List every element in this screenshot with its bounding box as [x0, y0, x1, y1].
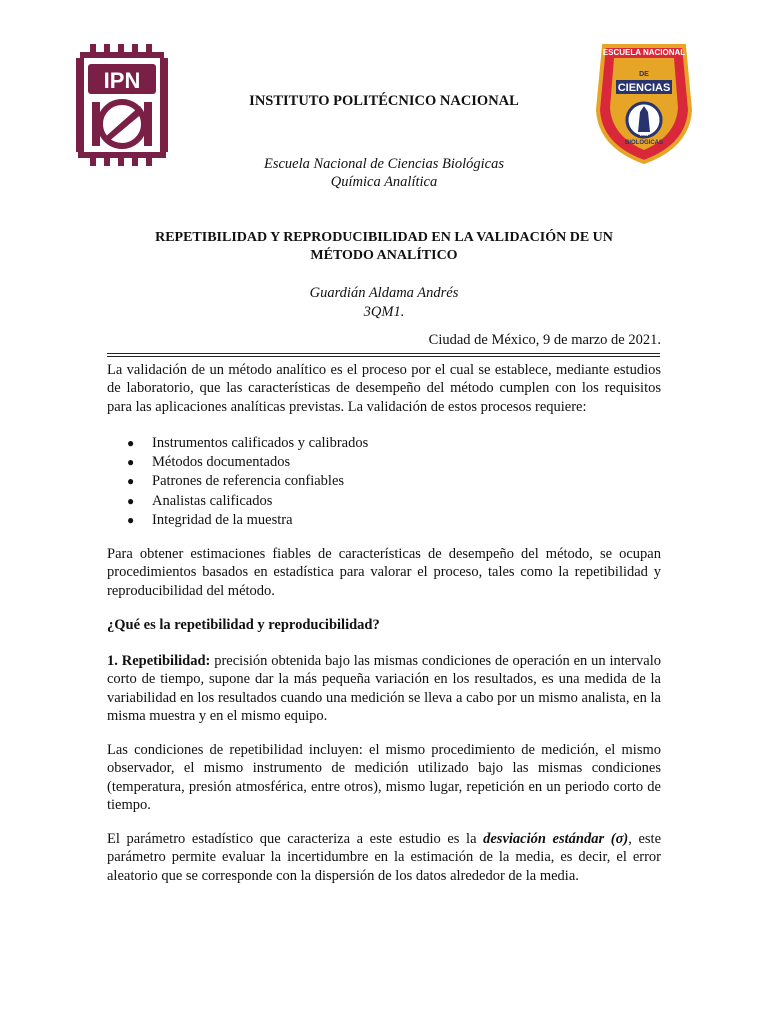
- school-name: Escuela Nacional de Ciencias Biológicas: [263, 156, 504, 172]
- document-title: [107, 229, 661, 265]
- bullet-icon: ●: [127, 512, 135, 527]
- repeatability-text: precisión obtenida bajo las mismas condiciones de operación en un intervalo corto de tiempo, supone dar la más pequeña variación en los resultados, es una medida de la variabilidad en los resultados cuando una medición se lleva a cabo por un mismo analista, en la misma muestra y en el mismo equipo.: [107, 653, 661, 725]
- std-deviation-term: desviación estándar (σ): [483, 831, 629, 847]
- subject-name: Química Analítica: [330, 174, 438, 190]
- encb-logo-biologicas-text: BIOLOGICAS: [624, 140, 664, 146]
- title-line-1: REPETIBILIDAD Y REPRODUCIBILIDAD EN LA VALIDACIÓN DE UN: [155, 230, 613, 245]
- repeatability-label: 1. Repetibilidad:: [107, 653, 211, 669]
- encb-logo-top-text: ESCUELA NACIONAL: [602, 48, 686, 57]
- conditions-paragraph: Las condiciones de repetibilidad incluyen: el mismo procedimiento de medición, el mismo observador, el mismo instrumento de medición utilizado bajo las mismas condiciones (temperatura, presión atmosférica, entre otros), mismo lugar, repetición en un periodo corto de tiempo.: [107, 742, 661, 814]
- encb-logo-de-text: DE: [639, 71, 649, 78]
- bullet-icon: ●: [127, 436, 135, 450]
- bullet-icon: ●: [127, 474, 135, 489]
- list-item: ● Analistas calificados: [127, 492, 647, 511]
- list-item: ● Instrumentos calificados y calibrados: [127, 434, 647, 453]
- school-block: [107, 155, 661, 191]
- header-divider-top: [107, 353, 660, 354]
- author-block: [107, 284, 661, 322]
- encb-logo-ipn-text: IPN: [639, 132, 649, 138]
- title-line-2: MÉTODO ANALÍTICO: [310, 248, 458, 263]
- ipn-logo-text: IPN: [103, 68, 141, 93]
- institution-name: INSTITUTO POLITÉCNICO NACIONAL: [249, 93, 519, 109]
- list-item: ● Patrones de referencia confiables: [127, 472, 647, 491]
- parameter-text-before: El parámetro estadístico que caracteriza a este estudio es la: [107, 831, 484, 847]
- encb-logo-ciencias-text: CIENCIAS: [617, 82, 671, 94]
- group-code: 3QM1.: [363, 304, 405, 320]
- requirements-list: [127, 434, 647, 530]
- document-date: Ciudad de México, 9 de marzo de 2021.: [428, 332, 661, 348]
- repeatability-paragraph: [107, 652, 661, 726]
- section-question-heading: ¿Qué es la repetibilidad y reproducibilidad?: [107, 617, 380, 633]
- bullet-icon: ●: [127, 455, 135, 470]
- parameter-paragraph: [107, 830, 661, 885]
- bullet-icon: ●: [127, 493, 135, 508]
- list-item: ● Métodos documentados: [127, 453, 647, 472]
- parameter-text-after: , este parámetro permite evaluar la incertidumbre en la estimación de la media, es decir, el error aleatorio que se corresponde con la dispersión de los datos alrededor de la media.: [107, 831, 662, 884]
- author-name: Guardián Aldama Andrés: [309, 285, 459, 301]
- estimations-paragraph: Para obtener estimaciones fiables de características de desempeño del método, se ocupan procedimientos basados en estadística para valorar el proceso, tales como la repetibilidad y reproducibilidad del método.: [107, 546, 661, 599]
- list-item: ● Integridad de la muestra: [127, 511, 647, 530]
- header-divider-bottom: [107, 356, 660, 357]
- intro-paragraph: La validación de un método analítico es el proceso por el cual se establece, mediante estudios de laboratorio, que las características de desempeño del método cumplen con los requisitos para las aplicaciones analíticas previstas. La validación de estos procesos requiere:: [107, 362, 661, 415]
